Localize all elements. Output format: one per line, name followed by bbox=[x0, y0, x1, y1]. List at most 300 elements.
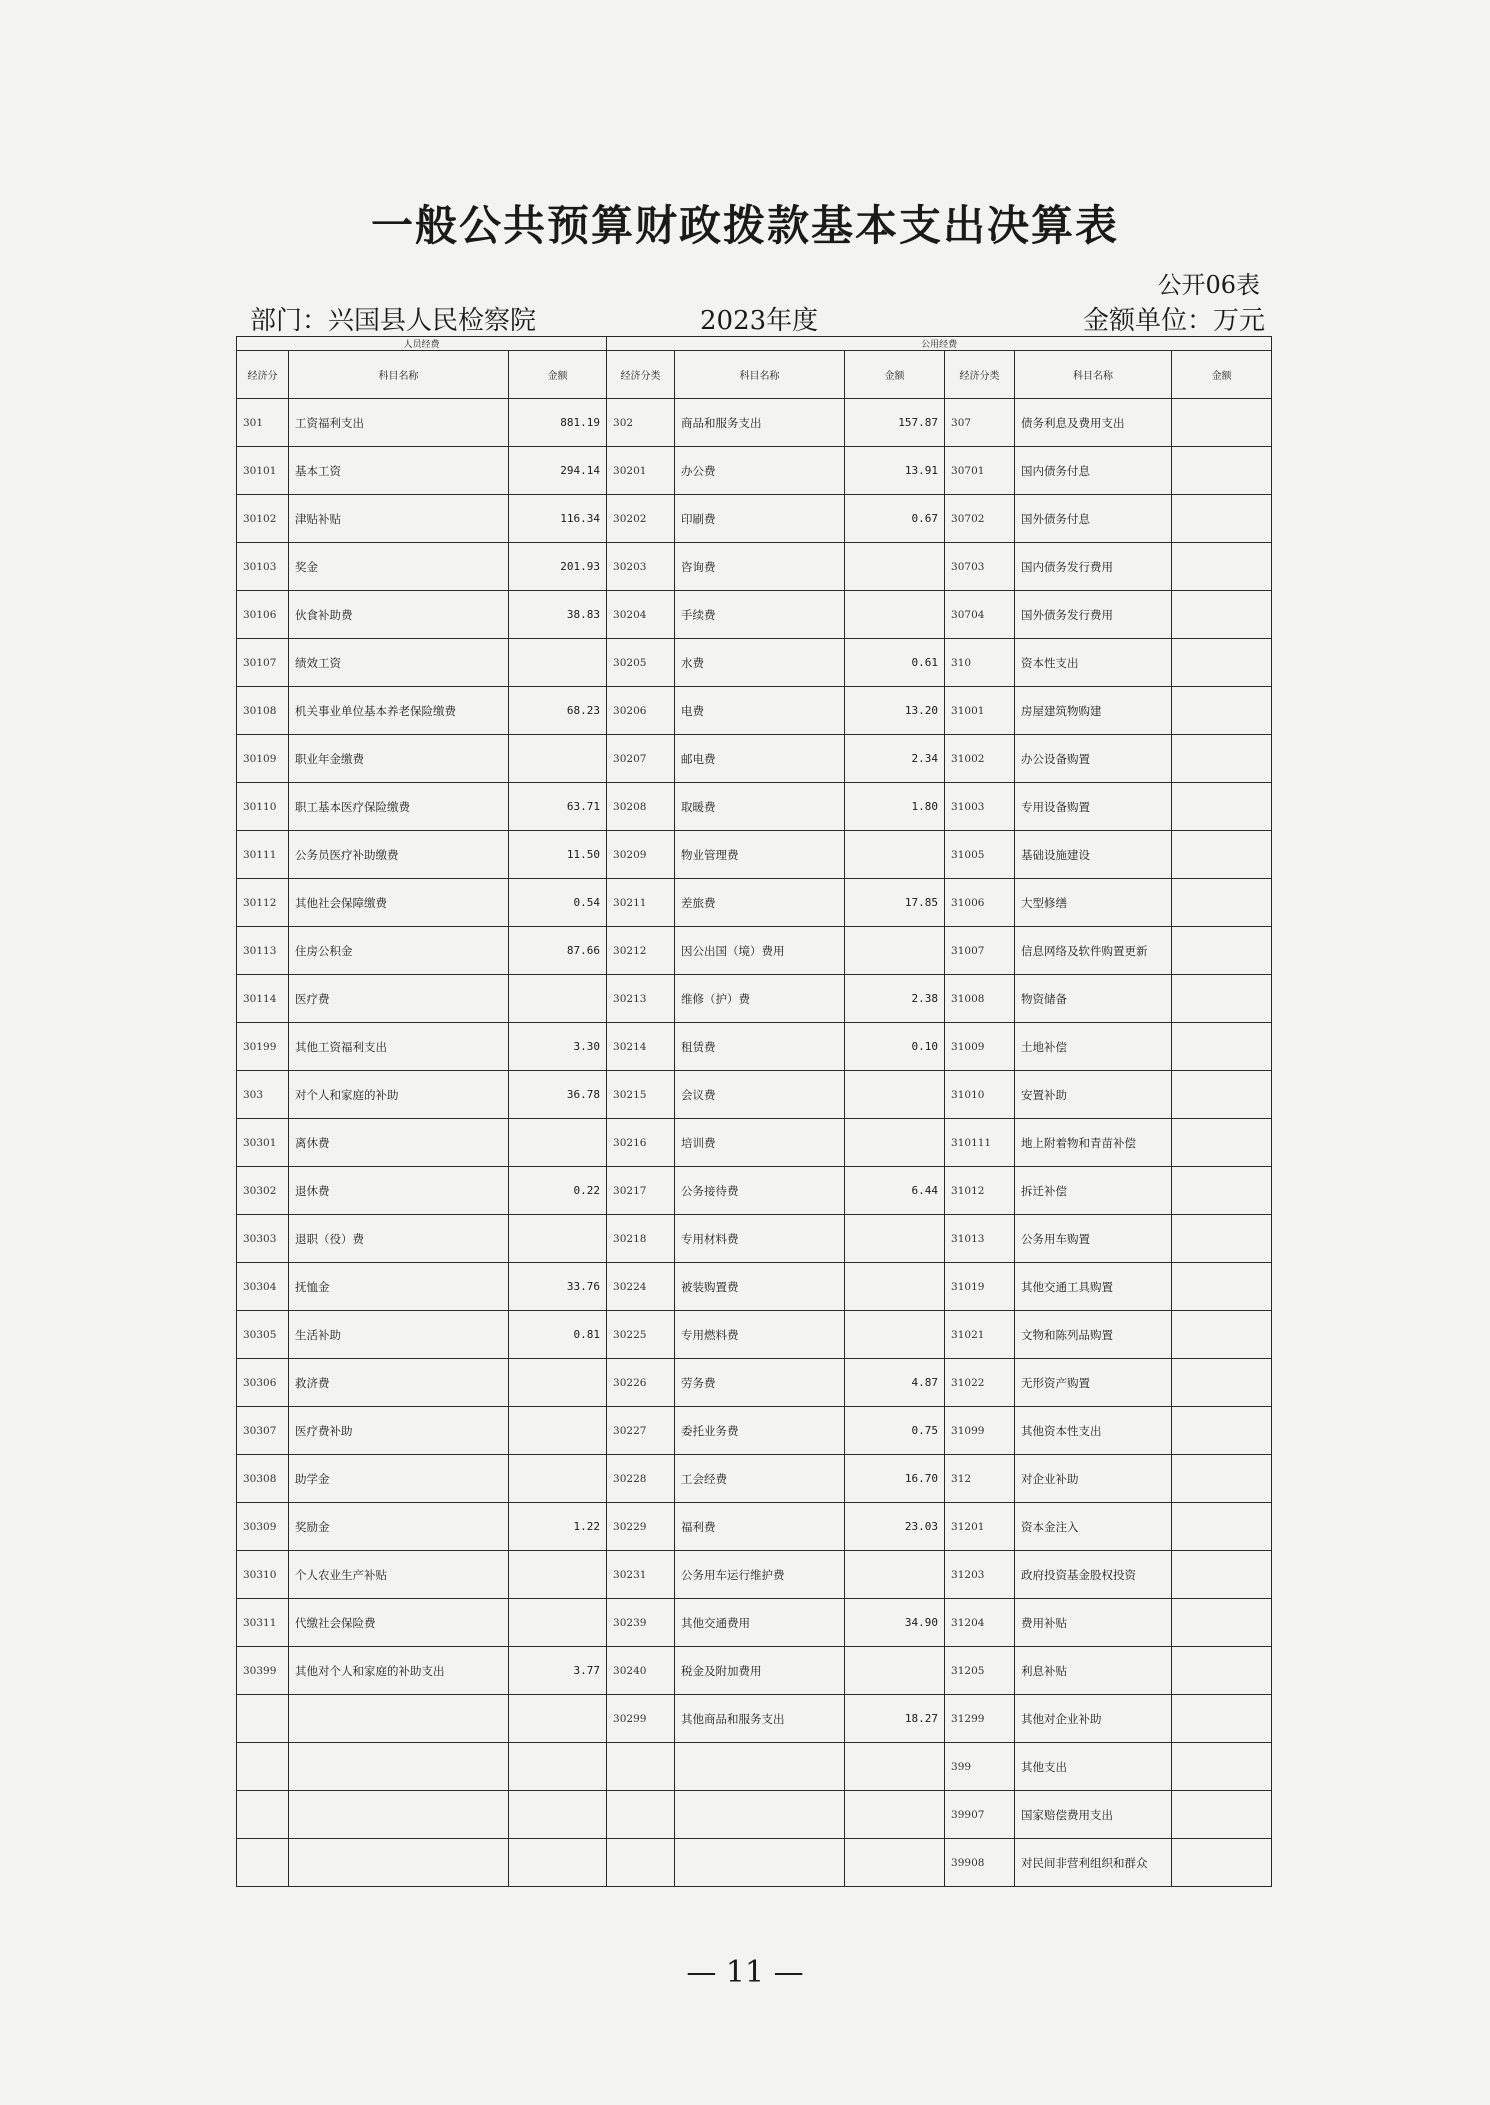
code-cell: 30216 bbox=[607, 1119, 675, 1167]
name-cell: 医疗费补助 bbox=[289, 1407, 509, 1455]
amount-cell bbox=[1172, 1359, 1272, 1407]
amount-cell bbox=[1172, 543, 1272, 591]
code-cell: 310111 bbox=[945, 1119, 1015, 1167]
code-cell: 30311 bbox=[237, 1599, 289, 1647]
name-cell: 物资储备 bbox=[1015, 975, 1172, 1023]
name-cell: 公务用车购置 bbox=[1015, 1215, 1172, 1263]
amount-cell bbox=[1172, 1071, 1272, 1119]
amount-cell: 0.61 bbox=[845, 639, 945, 687]
name-cell: 大型修缮 bbox=[1015, 879, 1172, 927]
amount-cell bbox=[845, 543, 945, 591]
name-cell bbox=[289, 1839, 509, 1887]
amount-cell bbox=[1172, 639, 1272, 687]
name-cell: 债务利息及费用支出 bbox=[1015, 399, 1172, 447]
amount-cell bbox=[1172, 1119, 1272, 1167]
code-cell: 307 bbox=[945, 399, 1015, 447]
amount-cell bbox=[509, 1791, 607, 1839]
name-cell: 被装购置费 bbox=[675, 1263, 845, 1311]
table-row bbox=[237, 735, 1272, 783]
amount-cell bbox=[509, 1839, 607, 1887]
code-cell: 303 bbox=[237, 1071, 289, 1119]
name-cell: 税金及附加费用 bbox=[675, 1647, 845, 1695]
name-cell: 住房公积金 bbox=[289, 927, 509, 975]
table-row bbox=[237, 1311, 1272, 1359]
table-row bbox=[237, 1359, 1272, 1407]
amount-cell bbox=[1172, 1167, 1272, 1215]
amount-cell bbox=[845, 1743, 945, 1791]
name-cell: 其他支出 bbox=[1015, 1743, 1172, 1791]
name-cell: 公务接待费 bbox=[675, 1167, 845, 1215]
group-header-row bbox=[237, 337, 1272, 351]
amount-cell bbox=[509, 1551, 607, 1599]
amount-cell: 68.23 bbox=[509, 687, 607, 735]
form-code: 公开06表 bbox=[1157, 271, 1260, 299]
amount-cell bbox=[1172, 447, 1272, 495]
code-cell: 30304 bbox=[237, 1263, 289, 1311]
name-cell: 资本性支出 bbox=[1015, 639, 1172, 687]
amount-cell bbox=[509, 975, 607, 1023]
name-cell: 医疗费 bbox=[289, 975, 509, 1023]
name-cell: 手续费 bbox=[675, 591, 845, 639]
code-cell: 30306 bbox=[237, 1359, 289, 1407]
name-cell: 会议费 bbox=[675, 1071, 845, 1119]
code-cell: 30106 bbox=[237, 591, 289, 639]
name-cell: 信息网络及软件购置更新 bbox=[1015, 927, 1172, 975]
code-cell: 30308 bbox=[237, 1455, 289, 1503]
name-cell: 国外债务发行费用 bbox=[1015, 591, 1172, 639]
table-row bbox=[237, 447, 1272, 495]
name-cell: 费用补贴 bbox=[1015, 1599, 1172, 1647]
amount-cell: 1.80 bbox=[845, 783, 945, 831]
code-cell: 30204 bbox=[607, 591, 675, 639]
page-title: 一般公共预算财政拨款基本支出决算表 bbox=[370, 201, 1119, 250]
code-cell: 302 bbox=[607, 399, 675, 447]
amount-cell bbox=[509, 1359, 607, 1407]
amount-cell: 294.14 bbox=[509, 447, 607, 495]
amount-cell: 63.71 bbox=[509, 783, 607, 831]
code-cell: 31203 bbox=[945, 1551, 1015, 1599]
code-cell: 30703 bbox=[945, 543, 1015, 591]
code-cell: 31012 bbox=[945, 1167, 1015, 1215]
amount-cell bbox=[509, 1407, 607, 1455]
amount-cell bbox=[509, 1455, 607, 1503]
name-cell: 土地补偿 bbox=[1015, 1023, 1172, 1071]
name-cell: 公务员医疗补助缴费 bbox=[289, 831, 509, 879]
code-cell: 30208 bbox=[607, 783, 675, 831]
code-cell: 31007 bbox=[945, 927, 1015, 975]
amount-cell: 3.30 bbox=[509, 1023, 607, 1071]
code-cell: 30202 bbox=[607, 495, 675, 543]
table-row bbox=[237, 783, 1272, 831]
name-cell: 其他对企业补助 bbox=[1015, 1695, 1172, 1743]
name-cell: 邮电费 bbox=[675, 735, 845, 783]
name-cell: 绩效工资 bbox=[289, 639, 509, 687]
name-cell: 福利费 bbox=[675, 1503, 845, 1551]
amount-cell bbox=[845, 1551, 945, 1599]
code-cell: 30310 bbox=[237, 1551, 289, 1599]
table-row bbox=[237, 687, 1272, 735]
table-row bbox=[237, 543, 1272, 591]
name-cell: 对企业补助 bbox=[1015, 1455, 1172, 1503]
table-row bbox=[237, 1455, 1272, 1503]
amount-cell: 18.27 bbox=[845, 1695, 945, 1743]
code-cell: 30215 bbox=[607, 1071, 675, 1119]
amount-cell: 0.54 bbox=[509, 879, 607, 927]
name-cell: 地上附着物和青苗补偿 bbox=[1015, 1119, 1172, 1167]
name-cell: 工资福利支出 bbox=[289, 399, 509, 447]
code-cell: 30109 bbox=[237, 735, 289, 783]
code-cell: 31099 bbox=[945, 1407, 1015, 1455]
code-cell: 31013 bbox=[945, 1215, 1015, 1263]
amount-cell bbox=[845, 1647, 945, 1695]
name-cell: 离休费 bbox=[289, 1119, 509, 1167]
code-cell: 30112 bbox=[237, 879, 289, 927]
amount-cell: 38.83 bbox=[509, 591, 607, 639]
amount-cell: 0.67 bbox=[845, 495, 945, 543]
code-cell: 30240 bbox=[607, 1647, 675, 1695]
name-cell: 电费 bbox=[675, 687, 845, 735]
amount-cell bbox=[509, 735, 607, 783]
name-cell: 因公出国（境）费用 bbox=[675, 927, 845, 975]
name-cell: 生活补助 bbox=[289, 1311, 509, 1359]
name-cell: 取暖费 bbox=[675, 783, 845, 831]
table-row bbox=[237, 1791, 1272, 1839]
name-cell bbox=[675, 1839, 845, 1887]
name-cell: 基本工资 bbox=[289, 447, 509, 495]
amount-cell: 2.34 bbox=[845, 735, 945, 783]
code-cell: 31204 bbox=[945, 1599, 1015, 1647]
table-row bbox=[237, 927, 1272, 975]
code-cell: 30114 bbox=[237, 975, 289, 1023]
amount-cell bbox=[1172, 1263, 1272, 1311]
name-cell: 水费 bbox=[675, 639, 845, 687]
name-cell: 机关事业单位基本养老保险缴费 bbox=[289, 687, 509, 735]
name-cell: 抚恤金 bbox=[289, 1263, 509, 1311]
name-cell: 职业年金缴费 bbox=[289, 735, 509, 783]
code-cell: 301 bbox=[237, 399, 289, 447]
amount-cell: 3.77 bbox=[509, 1647, 607, 1695]
code-cell: 30110 bbox=[237, 783, 289, 831]
code-cell: 30309 bbox=[237, 1503, 289, 1551]
name-cell: 办公设备购置 bbox=[1015, 735, 1172, 783]
amount-cell bbox=[1172, 1839, 1272, 1887]
amount-cell: 0.22 bbox=[509, 1167, 607, 1215]
name-cell: 咨询费 bbox=[675, 543, 845, 591]
code-cell: 30301 bbox=[237, 1119, 289, 1167]
amount-cell: 2.38 bbox=[845, 975, 945, 1023]
name-cell: 国内债务付息 bbox=[1015, 447, 1172, 495]
expenditure-table bbox=[236, 336, 1272, 1887]
code-cell: 31019 bbox=[945, 1263, 1015, 1311]
name-cell: 培训费 bbox=[675, 1119, 845, 1167]
amount-cell bbox=[509, 1119, 607, 1167]
name-cell: 维修（护）费 bbox=[675, 975, 845, 1023]
amount-cell: 23.03 bbox=[845, 1503, 945, 1551]
name-cell: 其他交通费用 bbox=[675, 1599, 845, 1647]
name-cell: 职工基本医疗保险缴费 bbox=[289, 783, 509, 831]
name-cell: 国内债务发行费用 bbox=[1015, 543, 1172, 591]
name-cell: 安置补助 bbox=[1015, 1071, 1172, 1119]
amount-cell bbox=[845, 591, 945, 639]
code-cell: 30113 bbox=[237, 927, 289, 975]
column-header-row bbox=[237, 351, 1272, 399]
unit-label: 金额单位：万元 bbox=[1082, 306, 1265, 336]
code-cell: 30101 bbox=[237, 447, 289, 495]
code-cell bbox=[607, 1791, 675, 1839]
amount-cell: 33.76 bbox=[509, 1263, 607, 1311]
code-cell: 31021 bbox=[945, 1311, 1015, 1359]
code-cell: 30201 bbox=[607, 447, 675, 495]
name-cell: 文物和陈列品购置 bbox=[1015, 1311, 1172, 1359]
code-cell: 31006 bbox=[945, 879, 1015, 927]
code-cell: 30225 bbox=[607, 1311, 675, 1359]
name-cell: 救济费 bbox=[289, 1359, 509, 1407]
name-cell: 津贴补贴 bbox=[289, 495, 509, 543]
name-cell: 印刷费 bbox=[675, 495, 845, 543]
table-row bbox=[237, 1743, 1272, 1791]
amount-cell: 157.87 bbox=[845, 399, 945, 447]
amount-cell bbox=[845, 927, 945, 975]
amount-cell bbox=[1172, 1215, 1272, 1263]
amount-cell bbox=[1172, 1743, 1272, 1791]
amount-cell bbox=[1172, 1599, 1272, 1647]
name-cell: 无形资产购置 bbox=[1015, 1359, 1172, 1407]
code-cell: 30229 bbox=[607, 1503, 675, 1551]
name-cell bbox=[289, 1743, 509, 1791]
code-cell bbox=[237, 1743, 289, 1791]
name-cell bbox=[675, 1791, 845, 1839]
code-cell: 30307 bbox=[237, 1407, 289, 1455]
code-cell: 30203 bbox=[607, 543, 675, 591]
amount-cell bbox=[1172, 783, 1272, 831]
code-cell: 30231 bbox=[607, 1551, 675, 1599]
name-cell: 奖金 bbox=[289, 543, 509, 591]
table-row bbox=[237, 879, 1272, 927]
amount-cell bbox=[1172, 927, 1272, 975]
code-cell: 312 bbox=[945, 1455, 1015, 1503]
amount-cell bbox=[509, 1695, 607, 1743]
name-cell: 代缴社会保险费 bbox=[289, 1599, 509, 1647]
column-header: 科目名称 bbox=[1015, 351, 1172, 399]
name-cell: 其他工资福利支出 bbox=[289, 1023, 509, 1071]
code-cell: 30226 bbox=[607, 1359, 675, 1407]
code-cell: 30224 bbox=[607, 1263, 675, 1311]
code-cell: 30207 bbox=[607, 735, 675, 783]
name-cell: 劳务费 bbox=[675, 1359, 845, 1407]
code-cell: 39908 bbox=[945, 1839, 1015, 1887]
code-cell: 30218 bbox=[607, 1215, 675, 1263]
table-row bbox=[237, 1407, 1272, 1455]
code-cell: 30103 bbox=[237, 543, 289, 591]
code-cell: 30111 bbox=[237, 831, 289, 879]
code-cell: 30299 bbox=[607, 1695, 675, 1743]
name-cell: 对民间非营利组织和群众 bbox=[1015, 1839, 1172, 1887]
code-cell: 31010 bbox=[945, 1071, 1015, 1119]
name-cell: 工会经费 bbox=[675, 1455, 845, 1503]
name-cell: 利息补贴 bbox=[1015, 1647, 1172, 1695]
table-row bbox=[237, 591, 1272, 639]
amount-cell bbox=[1172, 735, 1272, 783]
code-cell: 31002 bbox=[945, 735, 1015, 783]
amount-cell: 11.50 bbox=[509, 831, 607, 879]
table-row bbox=[237, 399, 1272, 447]
name-cell: 专用燃料费 bbox=[675, 1311, 845, 1359]
name-cell: 其他对个人和家庭的补助支出 bbox=[289, 1647, 509, 1695]
amount-cell bbox=[1172, 1551, 1272, 1599]
meta-row bbox=[250, 300, 1265, 334]
code-cell: 30702 bbox=[945, 495, 1015, 543]
code-cell bbox=[237, 1839, 289, 1887]
amount-cell bbox=[1172, 591, 1272, 639]
name-cell: 委托业务费 bbox=[675, 1407, 845, 1455]
department-label: 部门：兴国县人民检察院 bbox=[250, 306, 537, 336]
table-row bbox=[237, 495, 1272, 543]
amount-cell bbox=[1172, 1503, 1272, 1551]
amount-cell: 881.19 bbox=[509, 399, 607, 447]
table-row bbox=[237, 1071, 1272, 1119]
amount-cell bbox=[845, 1119, 945, 1167]
amount-cell bbox=[1172, 1407, 1272, 1455]
amount-cell bbox=[509, 639, 607, 687]
page-number: — 11 — bbox=[686, 1955, 804, 1990]
name-cell: 政府投资基金股权投资 bbox=[1015, 1551, 1172, 1599]
table-row bbox=[237, 1503, 1272, 1551]
group-header-public: 公用经费 bbox=[607, 337, 1272, 351]
year-label: 2023年度 bbox=[700, 306, 819, 336]
amount-cell: 0.75 bbox=[845, 1407, 945, 1455]
amount-cell: 6.44 bbox=[845, 1167, 945, 1215]
code-cell: 30227 bbox=[607, 1407, 675, 1455]
code-cell: 30303 bbox=[237, 1215, 289, 1263]
code-cell: 31008 bbox=[945, 975, 1015, 1023]
code-cell: 30704 bbox=[945, 591, 1015, 639]
name-cell: 房屋建筑物购建 bbox=[1015, 687, 1172, 735]
amount-cell bbox=[845, 1311, 945, 1359]
name-cell: 基础设施建设 bbox=[1015, 831, 1172, 879]
amount-cell bbox=[845, 1215, 945, 1263]
code-cell: 30206 bbox=[607, 687, 675, 735]
column-header: 经济分 bbox=[237, 351, 289, 399]
table-row bbox=[237, 1599, 1272, 1647]
amount-cell: 1.22 bbox=[509, 1503, 607, 1551]
amount-cell: 13.91 bbox=[845, 447, 945, 495]
code-cell: 30239 bbox=[607, 1599, 675, 1647]
amount-cell: 87.66 bbox=[509, 927, 607, 975]
name-cell: 对个人和家庭的补助 bbox=[289, 1071, 509, 1119]
amount-cell: 34.90 bbox=[845, 1599, 945, 1647]
table-row bbox=[237, 639, 1272, 687]
name-cell: 助学金 bbox=[289, 1455, 509, 1503]
table-row bbox=[237, 975, 1272, 1023]
name-cell: 物业管理费 bbox=[675, 831, 845, 879]
amount-cell: 201.93 bbox=[509, 543, 607, 591]
name-cell: 其他资本性支出 bbox=[1015, 1407, 1172, 1455]
amount-cell bbox=[1172, 687, 1272, 735]
amount-cell bbox=[1172, 399, 1272, 447]
name-cell: 拆迁补偿 bbox=[1015, 1167, 1172, 1215]
amount-cell bbox=[845, 831, 945, 879]
amount-cell: 0.10 bbox=[845, 1023, 945, 1071]
name-cell: 其他交通工具购置 bbox=[1015, 1263, 1172, 1311]
amount-cell bbox=[509, 1599, 607, 1647]
amount-cell bbox=[1172, 1455, 1272, 1503]
column-header: 经济分类 bbox=[607, 351, 675, 399]
name-cell: 公务用车运行维护费 bbox=[675, 1551, 845, 1599]
name-cell: 专用材料费 bbox=[675, 1215, 845, 1263]
code-cell bbox=[607, 1839, 675, 1887]
name-cell: 租赁费 bbox=[675, 1023, 845, 1071]
code-cell: 30102 bbox=[237, 495, 289, 543]
name-cell bbox=[289, 1695, 509, 1743]
code-cell: 30214 bbox=[607, 1023, 675, 1071]
table-row bbox=[237, 831, 1272, 879]
name-cell: 其他商品和服务支出 bbox=[675, 1695, 845, 1743]
name-cell: 差旅费 bbox=[675, 879, 845, 927]
amount-cell bbox=[1172, 831, 1272, 879]
table-row bbox=[237, 1263, 1272, 1311]
amount-cell bbox=[1172, 1023, 1272, 1071]
table-row bbox=[237, 1167, 1272, 1215]
code-cell: 30199 bbox=[237, 1023, 289, 1071]
column-header: 金额 bbox=[845, 351, 945, 399]
name-cell bbox=[289, 1791, 509, 1839]
column-header: 金额 bbox=[509, 351, 607, 399]
amount-cell: 16.70 bbox=[845, 1455, 945, 1503]
code-cell: 31009 bbox=[945, 1023, 1015, 1071]
amount-cell bbox=[1172, 1695, 1272, 1743]
name-cell: 退休费 bbox=[289, 1167, 509, 1215]
code-cell: 30108 bbox=[237, 687, 289, 735]
amount-cell: 0.81 bbox=[509, 1311, 607, 1359]
name-cell: 资本金注入 bbox=[1015, 1503, 1172, 1551]
name-cell: 其他社会保障缴费 bbox=[289, 879, 509, 927]
amount-cell bbox=[845, 1263, 945, 1311]
name-cell: 国家赔偿费用支出 bbox=[1015, 1791, 1172, 1839]
name-cell: 专用设备购置 bbox=[1015, 783, 1172, 831]
code-cell: 30302 bbox=[237, 1167, 289, 1215]
code-cell: 30211 bbox=[607, 879, 675, 927]
amount-cell bbox=[845, 1791, 945, 1839]
code-cell: 31003 bbox=[945, 783, 1015, 831]
amount-cell bbox=[509, 1743, 607, 1791]
name-cell: 国外债务付息 bbox=[1015, 495, 1172, 543]
amount-cell: 13.20 bbox=[845, 687, 945, 735]
name-cell: 个人农业生产补贴 bbox=[289, 1551, 509, 1599]
amount-cell bbox=[1172, 1791, 1272, 1839]
amount-cell bbox=[1172, 975, 1272, 1023]
code-cell: 30305 bbox=[237, 1311, 289, 1359]
code-cell: 30209 bbox=[607, 831, 675, 879]
column-header: 经济分类 bbox=[945, 351, 1015, 399]
code-cell: 30213 bbox=[607, 975, 675, 1023]
name-cell: 退职（役）费 bbox=[289, 1215, 509, 1263]
code-cell bbox=[607, 1743, 675, 1791]
code-cell: 310 bbox=[945, 639, 1015, 687]
table-row bbox=[237, 1647, 1272, 1695]
code-cell bbox=[237, 1791, 289, 1839]
code-cell: 30701 bbox=[945, 447, 1015, 495]
code-cell: 31005 bbox=[945, 831, 1015, 879]
amount-cell bbox=[845, 1071, 945, 1119]
amount-cell: 4.87 bbox=[845, 1359, 945, 1407]
table-row bbox=[237, 1215, 1272, 1263]
amount-cell: 36.78 bbox=[509, 1071, 607, 1119]
table-row bbox=[237, 1551, 1272, 1599]
name-cell: 伙食补助费 bbox=[289, 591, 509, 639]
code-cell: 31001 bbox=[945, 687, 1015, 735]
amount-cell bbox=[1172, 879, 1272, 927]
code-cell: 30107 bbox=[237, 639, 289, 687]
